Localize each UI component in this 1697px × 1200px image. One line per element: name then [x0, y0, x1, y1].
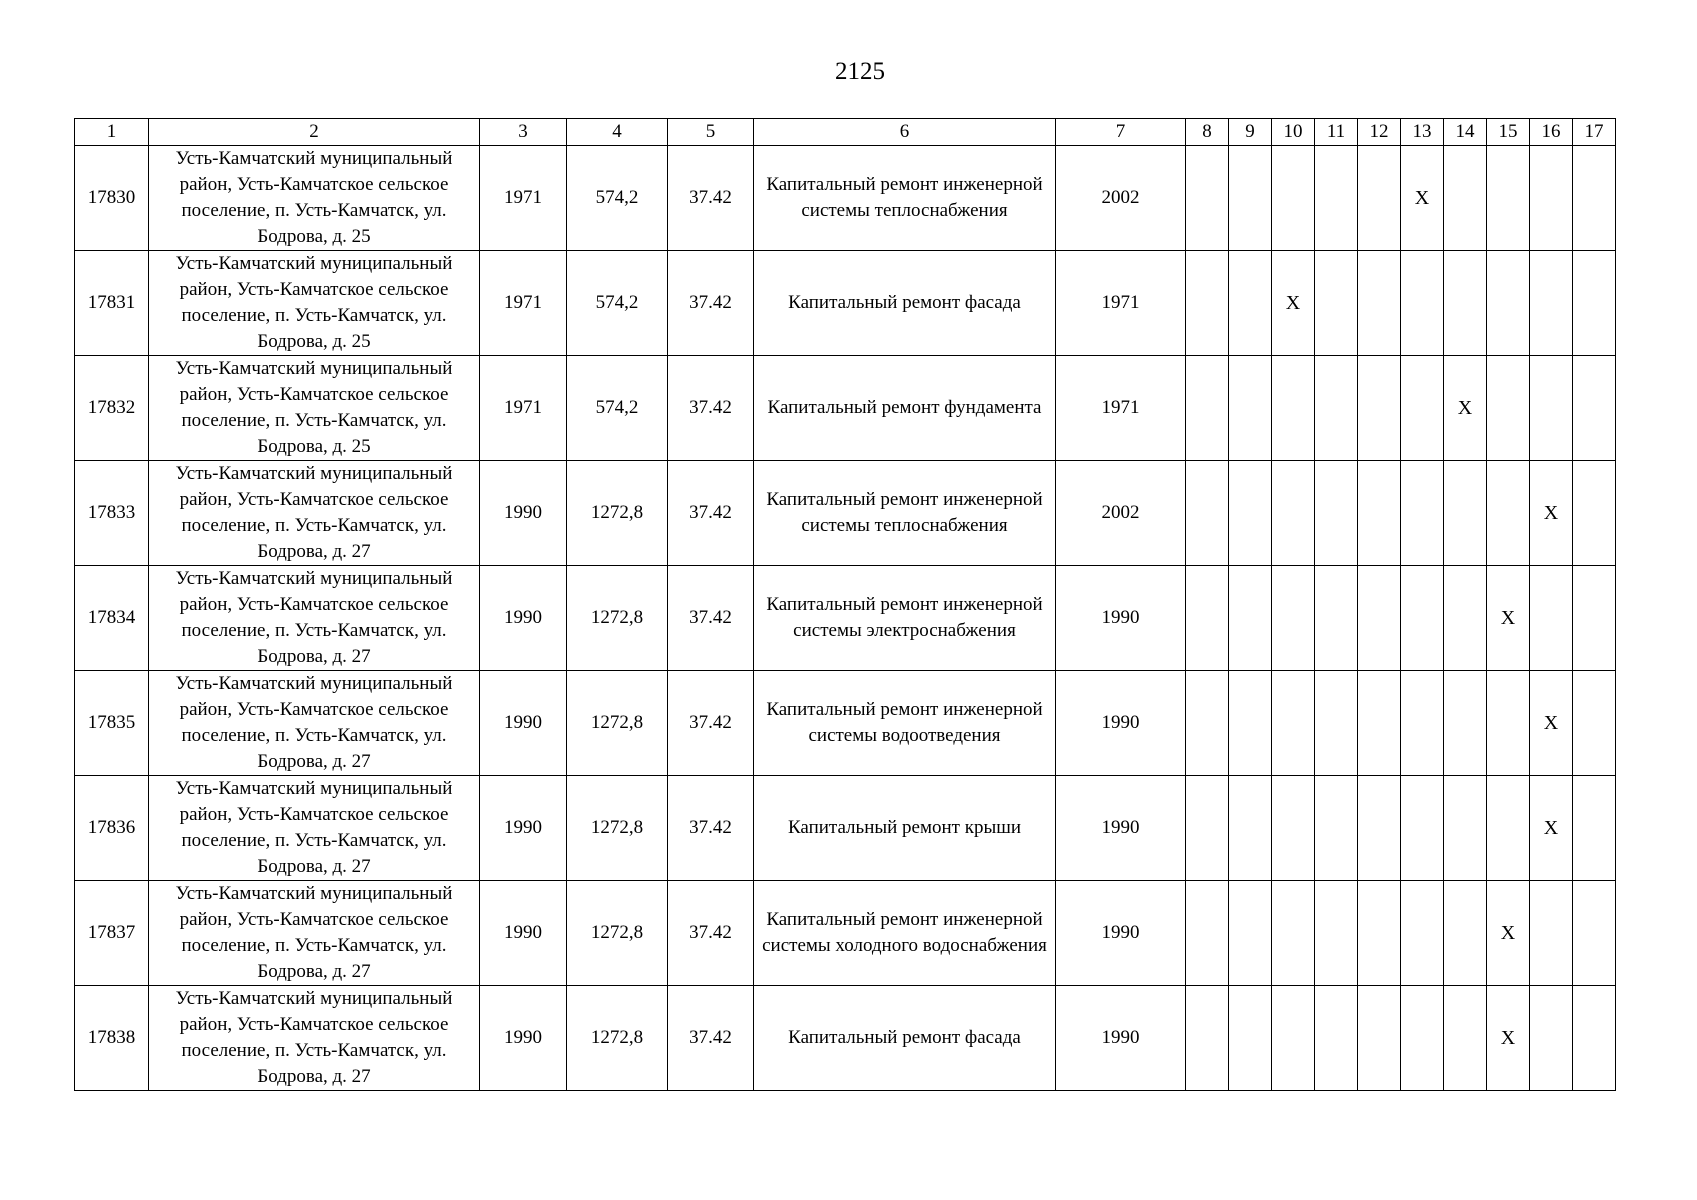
page-number: 2125: [835, 58, 885, 85]
table-row: [75, 461, 1616, 566]
mark-cell: [1530, 986, 1573, 1091]
column-7-cell: 1971: [1056, 251, 1186, 356]
year-cell: 1990: [480, 881, 567, 986]
mark-cell: [1358, 986, 1401, 1091]
code-cell: 37.42: [668, 251, 754, 356]
mark-cell: [1401, 356, 1444, 461]
mark-cell: [1487, 356, 1530, 461]
row-id-cell: 17838: [75, 986, 149, 1091]
mark-cell: [1444, 566, 1487, 671]
schedule-table: [74, 118, 1616, 1091]
table-row: [75, 986, 1616, 1091]
mark-cell: [1401, 251, 1444, 356]
code-cell: 37.42: [668, 671, 754, 776]
mark-cell: [1229, 146, 1272, 251]
mark-cell: [1315, 146, 1358, 251]
mark-cell: [1401, 776, 1444, 881]
address-cell: Усть-Камчатский муниципальный район, Усть-Камчатское сельское поселение, п. Усть-Камчатск, ул. Бодрова, д. 27: [149, 461, 480, 566]
mark-cell: [1444, 986, 1487, 1091]
mark-cell: [1530, 566, 1573, 671]
row-id-cell: 17830: [75, 146, 149, 251]
work-type-cell: Капитальный ремонт инженерной системы электроснабжения: [754, 566, 1056, 671]
column-header: 12: [1358, 119, 1401, 146]
work-type-cell: Капитальный ремонт фасада: [754, 986, 1056, 1091]
area-cell: 574,2: [567, 251, 668, 356]
column-header: 3: [480, 119, 567, 146]
column-header: 2: [149, 119, 480, 146]
mark-cell: [1358, 146, 1401, 251]
table-row: [75, 566, 1616, 671]
mark-cell: [1229, 356, 1272, 461]
mark-cell: [1573, 461, 1616, 566]
address-cell: Усть-Камчатский муниципальный район, Усть-Камчатское сельское поселение, п. Усть-Камчатск, ул. Бодрова, д. 25: [149, 356, 480, 461]
mark-cell: [1272, 566, 1315, 671]
mark-cell: [1444, 776, 1487, 881]
mark-cell: [1573, 986, 1616, 1091]
mark-cell: [1186, 776, 1229, 881]
mark-cell: [1358, 356, 1401, 461]
table-row: [75, 356, 1616, 461]
table-row: [75, 776, 1616, 881]
column-7-cell: 1990: [1056, 881, 1186, 986]
mark-cell: [1229, 671, 1272, 776]
column-7-cell: 1971: [1056, 356, 1186, 461]
mark-cell: [1229, 986, 1272, 1091]
code-cell: 37.42: [668, 356, 754, 461]
mark-cell: [1315, 776, 1358, 881]
address-cell: Усть-Камчатский муниципальный район, Усть-Камчатское сельское поселение, п. Усть-Камчатск, ул. Бодрова, д. 27: [149, 566, 480, 671]
column-header: 1: [75, 119, 149, 146]
mark-cell: [1315, 356, 1358, 461]
column-header: 14: [1444, 119, 1487, 146]
address-cell: Усть-Камчатский муниципальный район, Усть-Камчатское сельское поселение, п. Усть-Камчатск, ул. Бодрова, д. 27: [149, 986, 480, 1091]
column-7-cell: 1990: [1056, 566, 1186, 671]
column-7-cell: 2002: [1056, 461, 1186, 566]
mark-cell: [1272, 776, 1315, 881]
mark-cell: [1444, 671, 1487, 776]
table-row: [75, 251, 1616, 356]
column-header: 11: [1315, 119, 1358, 146]
mark-cell: [1530, 251, 1573, 356]
work-type-cell: Капитальный ремонт фундамента: [754, 356, 1056, 461]
mark-cell: [1186, 461, 1229, 566]
mark-cell: [1487, 251, 1530, 356]
mark-cell: [1186, 986, 1229, 1091]
year-cell: 1971: [480, 146, 567, 251]
mark-cell: [1573, 671, 1616, 776]
mark-cell: [1530, 146, 1573, 251]
mark-cell: [1186, 671, 1229, 776]
column-header: 16: [1530, 119, 1573, 146]
column-7-cell: 2002: [1056, 146, 1186, 251]
mark-cell: [1444, 881, 1487, 986]
mark-cell: [1444, 251, 1487, 356]
code-cell: 37.42: [668, 986, 754, 1091]
mark-cell: [1401, 986, 1444, 1091]
work-type-cell: Капитальный ремонт крыши: [754, 776, 1056, 881]
table-body: [75, 119, 1616, 1091]
mark-cell: [1573, 146, 1616, 251]
address-cell: Усть-Камчатский муниципальный район, Усть-Камчатское сельское поселение, п. Усть-Камчатск, ул. Бодрова, д. 25: [149, 251, 480, 356]
table-row: [75, 881, 1616, 986]
code-cell: 37.42: [668, 776, 754, 881]
row-id-cell: 17836: [75, 776, 149, 881]
mark-cell: X: [1272, 251, 1315, 356]
mark-cell: [1358, 881, 1401, 986]
table-row: [75, 146, 1616, 251]
row-id-cell: 17837: [75, 881, 149, 986]
mark-cell: [1358, 776, 1401, 881]
area-cell: 574,2: [567, 356, 668, 461]
mark-cell: [1487, 461, 1530, 566]
code-cell: 37.42: [668, 881, 754, 986]
mark-cell: [1444, 461, 1487, 566]
mark-cell: [1229, 776, 1272, 881]
column-7-cell: 1990: [1056, 776, 1186, 881]
mark-cell: [1401, 881, 1444, 986]
column-7-cell: 1990: [1056, 986, 1186, 1091]
mark-cell: [1272, 881, 1315, 986]
column-header: 17: [1573, 119, 1616, 146]
year-cell: 1971: [480, 356, 567, 461]
mark-cell: [1573, 356, 1616, 461]
mark-cell: [1358, 251, 1401, 356]
header-row: [75, 119, 1616, 146]
year-cell: 1990: [480, 671, 567, 776]
row-id-cell: 17831: [75, 251, 149, 356]
mark-cell: X: [1530, 461, 1573, 566]
work-type-cell: Капитальный ремонт инженерной системы водоотведения: [754, 671, 1056, 776]
mark-cell: [1186, 356, 1229, 461]
mark-cell: [1272, 356, 1315, 461]
address-cell: Усть-Камчатский муниципальный район, Усть-Камчатское сельское поселение, п. Усть-Камчатск, ул. Бодрова, д. 27: [149, 881, 480, 986]
mark-cell: [1315, 251, 1358, 356]
table-row: [75, 671, 1616, 776]
mark-cell: X: [1487, 566, 1530, 671]
mark-cell: [1358, 566, 1401, 671]
column-7-cell: 1990: [1056, 671, 1186, 776]
mark-cell: [1272, 146, 1315, 251]
year-cell: 1990: [480, 776, 567, 881]
mark-cell: [1315, 881, 1358, 986]
mark-cell: [1444, 146, 1487, 251]
mark-cell: [1487, 146, 1530, 251]
mark-cell: X: [1487, 881, 1530, 986]
mark-cell: [1401, 671, 1444, 776]
mark-cell: [1272, 986, 1315, 1091]
work-type-cell: Капитальный ремонт инженерной системы холодного водоснабжения: [754, 881, 1056, 986]
column-header: 9: [1229, 119, 1272, 146]
year-cell: 1971: [480, 251, 567, 356]
column-header: 5: [668, 119, 754, 146]
mark-cell: [1487, 671, 1530, 776]
code-cell: 37.42: [668, 461, 754, 566]
code-cell: 37.42: [668, 146, 754, 251]
mark-cell: [1530, 881, 1573, 986]
row-id-cell: 17834: [75, 566, 149, 671]
mark-cell: X: [1444, 356, 1487, 461]
area-cell: 1272,8: [567, 671, 668, 776]
address-cell: Усть-Камчатский муниципальный район, Усть-Камчатское сельское поселение, п. Усть-Камчатск, ул. Бодрова, д. 27: [149, 776, 480, 881]
mark-cell: [1315, 461, 1358, 566]
column-header: 4: [567, 119, 668, 146]
mark-cell: X: [1487, 986, 1530, 1091]
mark-cell: X: [1401, 146, 1444, 251]
row-id-cell: 17835: [75, 671, 149, 776]
mark-cell: [1530, 356, 1573, 461]
mark-cell: [1315, 566, 1358, 671]
area-cell: 1272,8: [567, 776, 668, 881]
year-cell: 1990: [480, 986, 567, 1091]
mark-cell: [1573, 566, 1616, 671]
code-cell: 37.42: [668, 566, 754, 671]
mark-cell: [1573, 776, 1616, 881]
area-cell: 1272,8: [567, 566, 668, 671]
work-type-cell: Капитальный ремонт инженерной системы теплоснабжения: [754, 461, 1056, 566]
column-header: 10: [1272, 119, 1315, 146]
mark-cell: [1272, 461, 1315, 566]
work-type-cell: Капитальный ремонт инженерной системы теплоснабжения: [754, 146, 1056, 251]
address-cell: Усть-Камчатский муниципальный район, Усть-Камчатское сельское поселение, п. Усть-Камчатск, ул. Бодрова, д. 27: [149, 671, 480, 776]
address-cell: Усть-Камчатский муниципальный район, Усть-Камчатское сельское поселение, п. Усть-Камчатск, ул. Бодрова, д. 25: [149, 146, 480, 251]
column-header: 7: [1056, 119, 1186, 146]
column-header: 15: [1487, 119, 1530, 146]
mark-cell: [1186, 881, 1229, 986]
row-id-cell: 17833: [75, 461, 149, 566]
mark-cell: [1573, 251, 1616, 356]
mark-cell: [1487, 776, 1530, 881]
mark-cell: X: [1530, 776, 1573, 881]
mark-cell: [1315, 986, 1358, 1091]
area-cell: 574,2: [567, 146, 668, 251]
mark-cell: [1229, 881, 1272, 986]
year-cell: 1990: [480, 566, 567, 671]
mark-cell: [1573, 881, 1616, 986]
mark-cell: [1186, 566, 1229, 671]
year-cell: 1990: [480, 461, 567, 566]
mark-cell: [1358, 671, 1401, 776]
mark-cell: [1186, 251, 1229, 356]
mark-cell: [1358, 461, 1401, 566]
mark-cell: [1401, 461, 1444, 566]
mark-cell: [1315, 671, 1358, 776]
mark-cell: X: [1530, 671, 1573, 776]
mark-cell: [1272, 671, 1315, 776]
mark-cell: [1229, 251, 1272, 356]
mark-cell: [1229, 461, 1272, 566]
mark-cell: [1186, 146, 1229, 251]
area-cell: 1272,8: [567, 881, 668, 986]
column-header: 6: [754, 119, 1056, 146]
mark-cell: [1401, 566, 1444, 671]
area-cell: 1272,8: [567, 986, 668, 1091]
column-header: 8: [1186, 119, 1229, 146]
row-id-cell: 17832: [75, 356, 149, 461]
work-type-cell: Капитальный ремонт фасада: [754, 251, 1056, 356]
area-cell: 1272,8: [567, 461, 668, 566]
mark-cell: [1229, 566, 1272, 671]
column-header: 13: [1401, 119, 1444, 146]
